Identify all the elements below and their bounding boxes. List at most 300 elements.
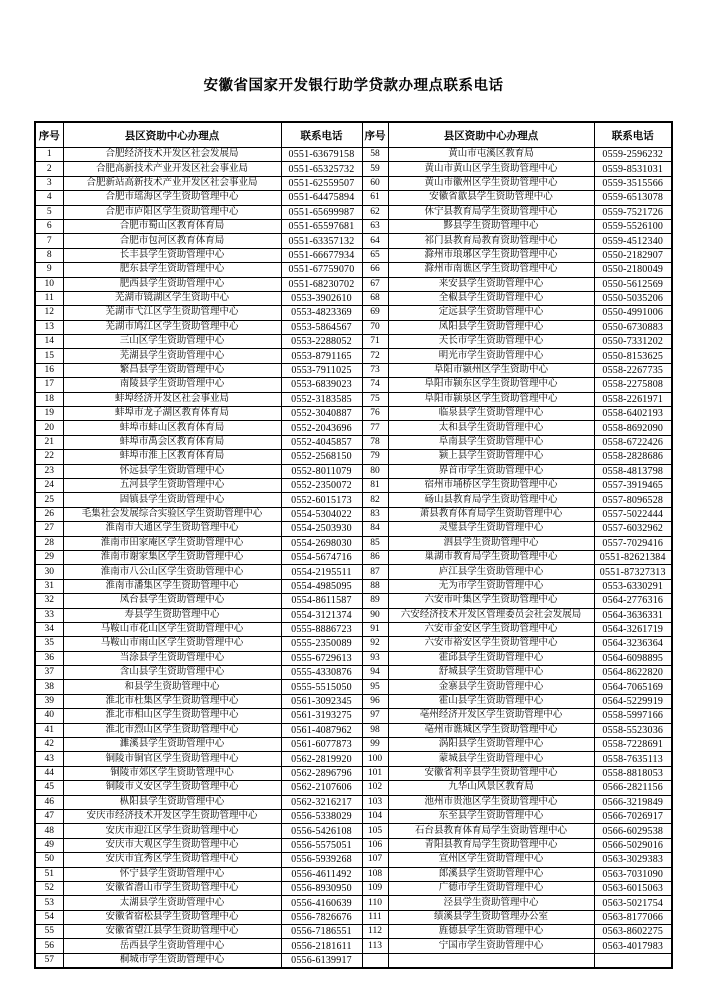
table-row [35, 162, 672, 176]
phone-number: 0561-3092345 [281, 694, 362, 708]
office-name: 青阳县教育局学生资助管理中心 [388, 838, 594, 852]
table-row [35, 881, 672, 895]
office-name: 安徽省望江县学生资助管理中心 [63, 925, 281, 939]
phone-number: 0564-7065169 [594, 680, 672, 694]
office-name: 无为市学生资助管理中心 [388, 579, 594, 593]
phone-number: 0554-8611587 [281, 594, 362, 608]
row-number: 67 [362, 277, 388, 291]
row-number: 91 [362, 622, 388, 636]
phone-number: 0563-7031090 [594, 867, 672, 881]
row-number: 45 [35, 781, 63, 795]
phone-number: 0555-2350089 [281, 637, 362, 651]
phone-number: 0555-8886723 [281, 622, 362, 636]
phone-number: 0554-5674716 [281, 550, 362, 564]
table-row [35, 550, 672, 564]
office-name: 含山县学生资助管理中心 [63, 666, 281, 680]
phone-number: 0558-7635113 [594, 752, 672, 766]
table-row [35, 435, 672, 449]
phone-number: 0554-2503930 [281, 522, 362, 536]
office-name: 明光市学生资助管理中心 [388, 349, 594, 363]
table-row [35, 478, 672, 492]
row-number: 104 [362, 809, 388, 823]
row-number: 82 [362, 493, 388, 507]
phone-number: 0556-4611492 [281, 867, 362, 881]
row-number: 8 [35, 248, 63, 262]
row-number: 36 [35, 651, 63, 665]
office-name: 南陵县学生资助管理中心 [63, 378, 281, 392]
row-number: 62 [362, 205, 388, 219]
office-name: 舒城县学生资助管理中心 [388, 666, 594, 680]
table-row [35, 781, 672, 795]
table-row [35, 838, 672, 852]
office-name: 六安市金安区学生资助管理中心 [388, 622, 594, 636]
phone-number: 0564-3636331 [594, 608, 672, 622]
table-row [35, 234, 672, 248]
office-name: 淮南市谢家集区学生资助管理中心 [63, 550, 281, 564]
table-row [35, 594, 672, 608]
row-number: 16 [35, 363, 63, 377]
row-number: 20 [35, 421, 63, 435]
row-number: 47 [35, 809, 63, 823]
table-row [35, 637, 672, 651]
table-row [35, 507, 672, 521]
office-name: 和县学生资助管理中心 [63, 680, 281, 694]
office-name: 濉溪县学生资助管理中心 [63, 738, 281, 752]
row-number: 44 [35, 766, 63, 780]
table-row [35, 925, 672, 939]
phone-number: 0551-65699987 [281, 205, 362, 219]
row-number: 26 [35, 507, 63, 521]
header-office-left: 县区资助中心办理点 [63, 122, 281, 148]
row-number: 10 [35, 277, 63, 291]
office-name: 安庆市迎江区学生资助管理中心 [63, 824, 281, 838]
row-number: 81 [362, 478, 388, 492]
row-number: 2 [35, 162, 63, 176]
row-number: 89 [362, 594, 388, 608]
office-name: 滁州市南谯区学生资助管理中心 [388, 263, 594, 277]
office-name: 绩溪县学生资助管理办公室 [388, 910, 594, 924]
row-number: 17 [35, 378, 63, 392]
office-name: 合肥市包河区教育体育局 [63, 234, 281, 248]
table-row [35, 349, 672, 363]
row-number [362, 953, 388, 968]
row-number: 15 [35, 349, 63, 363]
phone-number: 0566-5029016 [594, 838, 672, 852]
office-name: 芜湖市镜湖区学生资助中心 [63, 291, 281, 305]
office-name: 阜阳市颍州区学生资助中心 [388, 363, 594, 377]
row-number: 34 [35, 622, 63, 636]
row-number: 92 [362, 637, 388, 651]
phone-number: 0563-4017983 [594, 939, 672, 953]
office-name: 肥西县学生资助管理中心 [63, 277, 281, 291]
office-name: 蒙城县学生资助管理中心 [388, 752, 594, 766]
phone-number: 0550-5612569 [594, 277, 672, 291]
office-name: 亳州市谯城区学生资助管理中心 [388, 723, 594, 737]
office-name: 安庆市宜秀区学生资助管理中心 [63, 853, 281, 867]
table-row [35, 363, 672, 377]
table-row [35, 536, 672, 550]
table-row [35, 263, 672, 277]
row-number: 52 [35, 881, 63, 895]
office-name: 太湖县学生资助管理中心 [63, 896, 281, 910]
row-number: 80 [362, 464, 388, 478]
office-name: 长丰县学生资助管理中心 [63, 248, 281, 262]
office-name: 黄山市屯溪区教育局 [388, 148, 594, 162]
row-number: 30 [35, 565, 63, 579]
office-name: 淮南市田家庵区学生资助管理中心 [63, 536, 281, 550]
table-row [35, 191, 672, 205]
phone-number: 0558-2261971 [594, 392, 672, 406]
table-row [35, 752, 672, 766]
row-number: 64 [362, 234, 388, 248]
office-name: 毛集社会发展综合实验区学生资助管理中心 [63, 507, 281, 521]
row-number: 66 [362, 263, 388, 277]
table-row [35, 335, 672, 349]
table-row [35, 666, 672, 680]
office-name: 灵璧县学生资助管理中心 [388, 522, 594, 536]
row-number: 72 [362, 349, 388, 363]
row-number: 29 [35, 550, 63, 564]
row-number: 85 [362, 536, 388, 550]
phone-number: 0551-66677934 [281, 248, 362, 262]
office-name: 阜阳市颍泉区学生资助管理中心 [388, 392, 594, 406]
row-number: 93 [362, 651, 388, 665]
phone-number: 0550-2182907 [594, 248, 672, 262]
row-number: 113 [362, 939, 388, 953]
phone-number: 0559-6513078 [594, 191, 672, 205]
phone-number: 0552-3183585 [281, 392, 362, 406]
office-name: 淮南市八公山区学生资助管理中心 [63, 565, 281, 579]
office-name: 颍上县学生资助管理中心 [388, 450, 594, 464]
phone-number: 0551-87327313 [594, 565, 672, 579]
table-row [35, 378, 672, 392]
phone-number: 0557-5022444 [594, 507, 672, 521]
table-row [35, 464, 672, 478]
phone-number: 0551-65597681 [281, 219, 362, 233]
phone-number: 0550-4991006 [594, 306, 672, 320]
table-row [35, 248, 672, 262]
row-number: 4 [35, 191, 63, 205]
row-number: 70 [362, 320, 388, 334]
table-row [35, 450, 672, 464]
office-name: 淮南市大通区学生资助管理中心 [63, 522, 281, 536]
table-row [35, 853, 672, 867]
phone-number: 0562-2107606 [281, 781, 362, 795]
header-serial-right: 序号 [362, 122, 388, 148]
row-number: 51 [35, 867, 63, 881]
table-row [35, 795, 672, 809]
table-row [35, 176, 672, 190]
phone-number: 0561-6077873 [281, 738, 362, 752]
office-name: 蚌埠市淮上区教育体育局 [63, 450, 281, 464]
phone-number: 0552-8011079 [281, 464, 362, 478]
phone-number: 0553-2288052 [281, 335, 362, 349]
phone-number: 0550-8153625 [594, 349, 672, 363]
row-number: 77 [362, 421, 388, 435]
office-name: 安徽省宿松县学生资助管理中心 [63, 910, 281, 924]
row-number: 60 [362, 176, 388, 190]
office-name: 六安经济技术开发区管理委员会社会发展局 [388, 608, 594, 622]
phone-number: 0558-2267735 [594, 363, 672, 377]
page-title: 安徽省国家开发银行助学贷款办理点联系电话 [203, 78, 504, 94]
office-name: 怀宁县学生资助管理中心 [63, 867, 281, 881]
phone-number: 0551-65325732 [281, 162, 362, 176]
table-row [35, 291, 672, 305]
phone-number: 0553-4823369 [281, 306, 362, 320]
office-name: 安庆市大观区学生资助管理中心 [63, 838, 281, 852]
office-name: 淮南市潘集区学生资助管理中心 [63, 579, 281, 593]
office-name: 枞阳县学生资助管理中心 [63, 795, 281, 809]
header-serial-left: 序号 [35, 122, 63, 148]
row-number: 107 [362, 853, 388, 867]
office-name: 黄山市徽州区学生资助管理中心 [388, 176, 594, 190]
row-number: 90 [362, 608, 388, 622]
row-number: 96 [362, 694, 388, 708]
row-number: 111 [362, 910, 388, 924]
header-row [35, 122, 672, 148]
office-name: 合肥高新技术产业开发区社会事业局 [63, 162, 281, 176]
table-row [35, 148, 672, 162]
phone-number: 0564-6098895 [594, 651, 672, 665]
office-name: 蚌埠市禹会区教育体育局 [63, 435, 281, 449]
row-number: 108 [362, 867, 388, 881]
table-row [35, 766, 672, 780]
phone-number: 0553-7911025 [281, 363, 362, 377]
phone-number: 0551-68230702 [281, 277, 362, 291]
row-number: 41 [35, 723, 63, 737]
row-number: 112 [362, 925, 388, 939]
table-row [35, 953, 672, 968]
row-number: 42 [35, 738, 63, 752]
office-name: 凤阳县学生资助管理中心 [388, 320, 594, 334]
row-number: 48 [35, 824, 63, 838]
row-number: 43 [35, 752, 63, 766]
office-name: 五河县学生资助管理中心 [63, 478, 281, 492]
phone-number: 0562-2819920 [281, 752, 362, 766]
table-row [35, 219, 672, 233]
row-number: 39 [35, 694, 63, 708]
office-name: 滁州市琅琊区学生资助管理中心 [388, 248, 594, 262]
office-name: 芜湖市鸠江区学生资助管理中心 [63, 320, 281, 334]
office-name: 石台县教育体育局学生资助管理中心 [388, 824, 594, 838]
phone-number: 0555-6729613 [281, 651, 362, 665]
office-name: 蚌埠经济开发区社会事业局 [63, 392, 281, 406]
office-name: 金寨县学生资助管理中心 [388, 680, 594, 694]
row-number: 63 [362, 219, 388, 233]
row-number: 102 [362, 781, 388, 795]
table-row [35, 867, 672, 881]
row-number: 65 [362, 248, 388, 262]
phone-number: 0554-3121374 [281, 608, 362, 622]
row-number: 27 [35, 522, 63, 536]
office-name: 涡阳县学生资助管理中心 [388, 738, 594, 752]
row-number: 7 [35, 234, 63, 248]
office-name: 阜南县学生资助管理中心 [388, 435, 594, 449]
office-name: 黟县学生资助管理中心 [388, 219, 594, 233]
office-name: 安庆市经济技术开发区学生资助管理中心 [63, 809, 281, 823]
phone-number: 0564-8622820 [594, 666, 672, 680]
row-number: 99 [362, 738, 388, 752]
office-name: 淮北市烈山区学生资助管理中心 [63, 723, 281, 737]
row-number: 105 [362, 824, 388, 838]
office-name: 三山区学生资助管理中心 [63, 335, 281, 349]
table-header [35, 122, 672, 148]
office-name: 六安市裕安区学生资助管理中心 [388, 637, 594, 651]
office-name: 桐城市学生资助管理中心 [63, 953, 281, 968]
phone-number: 0555-4330876 [281, 666, 362, 680]
office-name: 马鞍山市花山区学生资助管理中心 [63, 622, 281, 636]
phone-number: 0551-64475894 [281, 191, 362, 205]
phone-number: 0551-67759070 [281, 263, 362, 277]
phone-number: 0551-62559507 [281, 176, 362, 190]
office-name: 合肥市庐阳区学生资助管理中心 [63, 205, 281, 219]
phone-number: 0555-5515050 [281, 680, 362, 694]
phone-number: 0558-8818053 [594, 766, 672, 780]
row-number: 74 [362, 378, 388, 392]
row-number: 40 [35, 709, 63, 723]
row-number: 53 [35, 896, 63, 910]
phone-number: 0550-2180049 [594, 263, 672, 277]
phone-number: 0557-3919465 [594, 478, 672, 492]
row-number: 9 [35, 263, 63, 277]
row-number: 98 [362, 723, 388, 737]
phone-number: 0558-7228691 [594, 738, 672, 752]
phone-number: 0557-7029416 [594, 536, 672, 550]
phone-number: 0563-5021754 [594, 896, 672, 910]
row-number: 59 [362, 162, 388, 176]
office-name: 宁国市学生资助管理中心 [388, 939, 594, 953]
row-number: 22 [35, 450, 63, 464]
row-number: 19 [35, 407, 63, 421]
row-number: 35 [35, 637, 63, 651]
table-row [35, 421, 672, 435]
row-number: 28 [35, 536, 63, 550]
row-number: 83 [362, 507, 388, 521]
table-row [35, 407, 672, 421]
office-name: 凤台县学生资助管理中心 [63, 594, 281, 608]
office-name: 安徽省利辛县学生资助管理中心 [388, 766, 594, 780]
phone-number: 0561-3193275 [281, 709, 362, 723]
office-name: 肥东县学生资助管理中心 [63, 263, 281, 277]
header-office-right: 县区资助中心办理点 [388, 122, 594, 148]
office-name: 旌德县学生资助管理中心 [388, 925, 594, 939]
phone-number: 0552-3040887 [281, 407, 362, 421]
row-number: 25 [35, 493, 63, 507]
phone-number: 0556-2181611 [281, 939, 362, 953]
row-number: 38 [35, 680, 63, 694]
office-name: 固镇县学生资助管理中心 [63, 493, 281, 507]
table-row [35, 579, 672, 593]
phone-number: 0566-6029538 [594, 824, 672, 838]
table-row [35, 608, 672, 622]
table-row [35, 493, 672, 507]
table-row [35, 694, 672, 708]
office-name: 来安县学生资助管理中心 [388, 277, 594, 291]
table-row [35, 205, 672, 219]
phone-number: 0556-4160639 [281, 896, 362, 910]
phone-number: 0553-5864567 [281, 320, 362, 334]
office-name: 界首市学生资助管理中心 [388, 464, 594, 478]
phone-number: 0558-2275808 [594, 378, 672, 392]
row-number: 3 [35, 176, 63, 190]
phone-number: 0552-2568150 [281, 450, 362, 464]
phone-number: 0554-2698030 [281, 536, 362, 550]
row-number: 76 [362, 407, 388, 421]
row-number: 49 [35, 838, 63, 852]
office-name: 池州市贵池区学生资助管理中心 [388, 795, 594, 809]
row-number: 109 [362, 881, 388, 895]
office-name: 怀远县学生资助管理中心 [63, 464, 281, 478]
table-row [35, 723, 672, 737]
phone-number: 0557-6032962 [594, 522, 672, 536]
office-name: 九华山风景区教育局 [388, 781, 594, 795]
row-number: 37 [35, 666, 63, 680]
office-name: 岳西县学生资助管理中心 [63, 939, 281, 953]
row-number: 21 [35, 435, 63, 449]
office-name: 霍山县学生资助管理中心 [388, 694, 594, 708]
phone-number: 0552-4045857 [281, 435, 362, 449]
phone-number: 0551-82621384 [594, 550, 672, 564]
row-number: 87 [362, 565, 388, 579]
row-number: 100 [362, 752, 388, 766]
phone-number: 0559-5526100 [594, 219, 672, 233]
row-number: 12 [35, 306, 63, 320]
phone-number: 0558-2828686 [594, 450, 672, 464]
table-row [35, 939, 672, 953]
phone-number: 0554-4985095 [281, 579, 362, 593]
phone-number: 0550-6730883 [594, 320, 672, 334]
phone-number: 0553-6330291 [594, 579, 672, 593]
office-name: 太和县学生资助管理中心 [388, 421, 594, 435]
row-number: 56 [35, 939, 63, 953]
row-number: 23 [35, 464, 63, 478]
office-name: 铜陵市义安区学生资助管理中心 [63, 781, 281, 795]
office-name [388, 953, 594, 968]
phone-number: 0559-2596232 [594, 148, 672, 162]
header-phone-right: 联系电话 [594, 122, 672, 148]
table-row [35, 522, 672, 536]
office-name: 蚌埠市龙子湖区教育体育局 [63, 407, 281, 421]
phone-number: 0553-6839023 [281, 378, 362, 392]
row-number: 73 [362, 363, 388, 377]
row-number: 61 [362, 191, 388, 205]
row-number: 69 [362, 306, 388, 320]
office-name: 临泉县学生资助管理中心 [388, 407, 594, 421]
row-number: 95 [362, 680, 388, 694]
table-row [35, 565, 672, 579]
header-phone-left: 联系电话 [281, 122, 362, 148]
office-name: 淮北市杜集区学生资助管理中心 [63, 694, 281, 708]
phone-number: 0554-5304022 [281, 507, 362, 521]
phone-number: 0559-8531031 [594, 162, 672, 176]
phone-number: 0556-5939268 [281, 853, 362, 867]
office-name: 东至县学生资助管理中心 [388, 809, 594, 823]
row-number: 94 [362, 666, 388, 680]
phone-number: 0563-6015063 [594, 881, 672, 895]
row-number: 1 [35, 148, 63, 162]
phone-number [594, 953, 672, 968]
office-name: 铜陵市郊区学生资助管理中心 [63, 766, 281, 780]
phone-number: 0563-8177066 [594, 910, 672, 924]
phone-number: 0551-63357132 [281, 234, 362, 248]
phone-number: 0556-7826676 [281, 910, 362, 924]
office-name: 广德市学生资助管理中心 [388, 881, 594, 895]
phone-number: 0553-8791165 [281, 349, 362, 363]
phone-number: 0564-3261719 [594, 622, 672, 636]
row-number: 86 [362, 550, 388, 564]
table-row [35, 651, 672, 665]
office-name: 安徽省歙县学生资助管理中心 [388, 191, 594, 205]
